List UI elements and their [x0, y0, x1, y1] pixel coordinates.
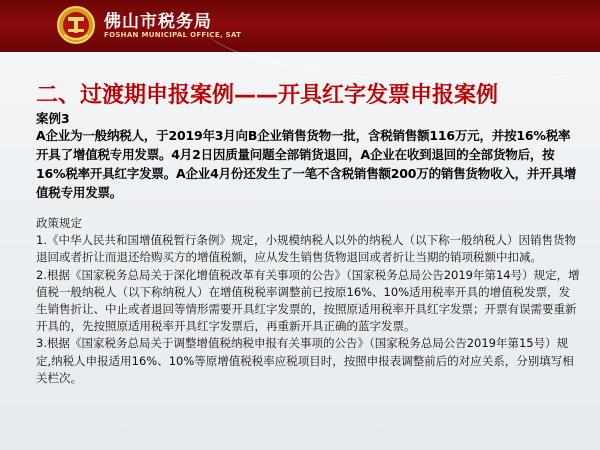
tax-emblem-icon: [56, 5, 96, 45]
org-name-english: FOSHAN MUNICIPAL OFFICE, SAT: [104, 31, 242, 39]
header-banner: [0, 0, 600, 52]
policy-item-1: 1.《中华人民共和国增值税暂行条例》规定，小规模纳税人以外的纳税人（以下称一般纳税人）因销售货物退回或者折让而退还给购买方的增值税额，应从发生销售货物退回或者折让当期的销项税额中扣减。: [36, 233, 576, 265]
policy-heading: 政策规定: [36, 216, 82, 230]
header-decoration: [200, 0, 600, 82]
policy-item-3: 3.根据《国家税务总局关于调整增值税纳税申报有关事项的公告》（国家税务总局公告2019年第15号）规定,纳税人申报适用16%、10%等原增值税税率应税项目时，按照申报表调整前后的对应关系，分别填写相关栏次。: [36, 336, 574, 385]
case-label: 案例3: [36, 111, 70, 126]
policy-section: [36, 215, 581, 387]
org-name: 佛山市税务局: [104, 12, 212, 32]
slide-title: 二、过渡期申报案例——开具红字发票申报案例: [36, 83, 499, 108]
policy-item-2: 2.根据《国家税务总局关于深化增值税改革有关事项的公告》（国家税务总局公告2019年第14号）规定，增值税一般纳税人（以下称纳税人）在增值税税率调整前已按原16%、10%适用税率开具的增值税发票，发生销售折让、中止或者退回等情形需要开具红字发票的，按照原适用税率开具红字发票；开票有误需要重新开具的，先按照原适用税率开具红字发票后，再重新开具正确的蓝字发票。: [36, 267, 580, 334]
case-description: A企业为一般纳税人，于2019年3月向B企业销售货物一批，含税销售额116万元，并按16%税率开具了增值税专用发票。4月2日因质量问题全部销货退回，A企业在收到退回的全部货物后，按16%税率开具红字发票。A企业4月份还发生了一笔不含税销售额200万的销售货物收入，并开具增值税专用发票。: [36, 128, 577, 200]
